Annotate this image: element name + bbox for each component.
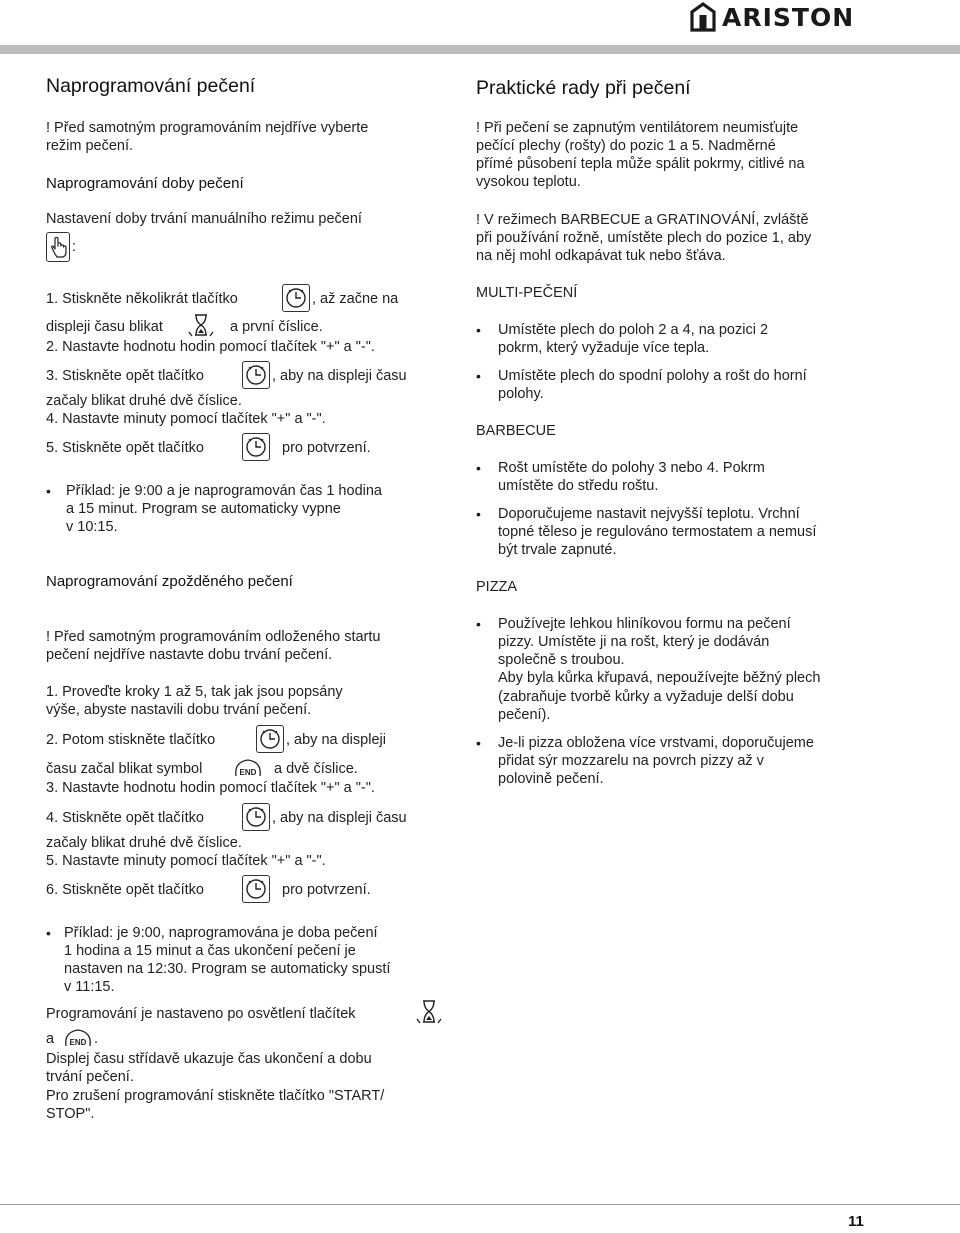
bbq-heading: BARBECUE (476, 423, 556, 439)
multi-tip2: Umístěte plech do spodní polohy a rošt do horní (498, 368, 807, 384)
tip1-text-4: vysokou teplotu. (476, 174, 581, 190)
bullet: • (46, 483, 51, 499)
clock-icon (243, 434, 269, 460)
multi-heading: MULTI-PEČENÍ (476, 285, 578, 301)
end-label: END (239, 768, 257, 777)
intro-text: ! Před samotným programováním nejdříve vyberte (46, 120, 369, 136)
delayed-step1-2: výše, abyste nastavili dobu trvání pečení. (46, 702, 312, 718)
clock-icon (283, 285, 309, 311)
clock-button[interactable] (242, 433, 270, 461)
tip1-text: ! Při pečení se zapnutým ventilátorem neumisťujte (476, 120, 799, 136)
bullet: • (476, 616, 481, 632)
pizza-tip2-2: přidat sýr mozzarelu na povrch pizzy až v (498, 753, 764, 769)
clock-button[interactable] (242, 361, 270, 389)
section-title: Naprogramování pečení (46, 75, 256, 97)
delayed-step2: 2. Potom stiskněte tlačítko (46, 732, 216, 748)
programmed-text-2: a (46, 1031, 55, 1047)
end-symbol-icon (230, 754, 266, 780)
example2-text: Příklad: je 9:00, naprogramována je doba pečení (64, 925, 378, 941)
bbq-tip2-2: topné těleso je regulováno termostatem a nemusí (498, 524, 817, 540)
delayed-step4: 4. Stiskněte opět tlačítko (46, 810, 204, 826)
tip2-text-3: na něj mohl odkapávat tuk nebo šťáva. (476, 248, 726, 264)
bullet: • (476, 460, 481, 476)
bbq-tip2: Doporučujeme nastavit nejvyšší teplotu. Vrchní (498, 506, 800, 522)
multi-tip1: Umístěte plech do poloh 2 a 4, na pozici 2 (498, 322, 769, 338)
step2-text: 2. Nastavte hodnotu hodin pomocí tlačítek "+" a "-". (46, 339, 375, 355)
hourglass-icon (414, 998, 444, 1026)
bbq-tip2-3: být trvale zapnuté. (498, 542, 617, 558)
delayed-step2-d: a dvě číslice. (274, 761, 358, 777)
colon-text: : (72, 239, 77, 255)
step4-text: 4. Nastavte minuty pomocí tlačítek "+" a "-". (46, 411, 326, 427)
delayed-step4-b: , aby na displeji času (272, 810, 407, 826)
step1-text: 1. Stiskněte několikrát tlačítko (46, 291, 238, 307)
example1-text-3: v 10:15. (66, 519, 118, 535)
end-symbol-icon (60, 1024, 99, 1050)
clock-button[interactable] (256, 725, 284, 753)
delayed-note: ! Před samotným programováním odloženého startu (46, 629, 381, 645)
bullet: • (46, 925, 51, 941)
example2-text-2: 1 hodina a 15 minut a čas ukončení pečení je (64, 943, 356, 959)
header-bar (0, 45, 960, 54)
pizza-tip1: Používejte lehkou hliníkovou formu na pečení (498, 616, 791, 632)
bullet: • (476, 322, 481, 338)
step5-text-b: pro potvrzení. (282, 440, 371, 456)
pizza-tip2: Je-li pizza obložena více vrstvami, doporučujeme (498, 735, 814, 751)
display-text-2: trvání pečení. (46, 1069, 134, 1085)
clock-button[interactable] (282, 284, 310, 312)
bbq-tip1: Rošt umístěte do polohy 3 nebo 4. Pokrm (498, 460, 765, 476)
delayed-step4-c: začaly blikat druhé dvě číslice. (46, 835, 242, 851)
example2-text-4: v 11:15. (64, 979, 115, 995)
display-text: Displej času střídavě ukazuje čas ukončení a dobu (46, 1051, 372, 1067)
delayed-note-2: pečení nejdříve nastavte dobu trvání pečení. (46, 647, 333, 663)
hourglass-icon (186, 312, 216, 338)
pizza-heading: PIZZA (476, 579, 518, 595)
house-logo-icon (690, 2, 716, 32)
step1-text-b: , až začne na (312, 291, 399, 307)
tip2-text: ! V režimech BARBECUE a GRATINOVÁNÍ, zvláště (476, 212, 809, 228)
programmed-text-3: . (94, 1031, 99, 1047)
delayed-step2-c: času začal blikat symbol (46, 761, 203, 777)
subtitle-duration: Naprogramování doby pečení (46, 175, 244, 192)
example1-text: Příklad: je 9:00 a je naprogramován čas 1 hodina (66, 483, 382, 499)
cancel-text-2: STOP". (46, 1106, 95, 1122)
tip1-text-3: přímé působení tepla může spálit pokrmy, citlivé na (476, 156, 805, 172)
delayed-step5: 5. Nastavte minuty pomocí tlačítek "+" a "-". (46, 853, 326, 869)
step3-text-b: , aby na displeji času (272, 368, 407, 384)
tip2-text-2: při používání rožně, umístěte plech do pozice 1, aby (476, 230, 812, 246)
pizza-tip2-3: polovině pečení. (498, 771, 604, 787)
page-number: 11 (848, 1213, 864, 1230)
step1-text-d: a první číslice. (230, 319, 323, 335)
tips-title: Praktické rady při pečení (476, 77, 691, 99)
pizza-tip1-3: společně s troubou. (498, 652, 625, 668)
clock-icon (243, 362, 269, 388)
clock-icon (243, 876, 269, 902)
pizza-tip1-5: (zabraňuje tvorbě kůrky a vyžaduje delší dobu (498, 689, 794, 705)
subtitle-delayed: Naprogramování zpožděného pečení (46, 573, 293, 590)
example1-text-2: a 15 minut. Program se automaticky vypne (66, 501, 341, 517)
manual-mode-button[interactable] (46, 232, 70, 262)
brand-logo (690, 0, 854, 34)
bullet: • (476, 506, 481, 522)
clock-button[interactable] (242, 875, 270, 903)
clock-button[interactable] (242, 803, 270, 831)
step3-text: 3. Stiskněte opět tlačítko (46, 368, 204, 384)
programmed-text: Programování je nastaveno po osvětlení tlačítek (46, 1006, 356, 1022)
bbq-tip1-2: umístěte do středu roštu. (498, 478, 659, 494)
tip1-text-2: pečící plechy (rošty) do pozic 1 a 5. Nadměrné (476, 138, 776, 154)
manual-text: Nastavení doby trvání manuálního režimu pečení (46, 211, 362, 227)
footer-divider (0, 1204, 960, 1205)
multi-tip2-2: polohy. (498, 386, 544, 402)
bullet: • (476, 368, 481, 384)
delayed-step1: 1. Proveďte kroky 1 až 5, tak jak jsou popsány (46, 684, 343, 700)
intro-text-2: režim pečení. (46, 138, 134, 154)
clock-icon (243, 804, 269, 830)
pizza-tip1-4: Aby byla kůrka křupavá, nepoužívejte běžný plech (498, 670, 821, 686)
delayed-step6: 6. Stiskněte opět tlačítko (46, 882, 204, 898)
brand-name: ARISTON (722, 2, 855, 32)
multi-tip1-2: pokrm, který vyžaduje více tepla. (498, 340, 710, 356)
end-label: END (69, 1038, 87, 1047)
step3-text-c: začaly blikat druhé dvě číslice. (46, 393, 242, 409)
delayed-step6-b: pro potvrzení. (282, 882, 371, 898)
step1-text-c: displeji času blikat (46, 319, 163, 335)
bullet: • (476, 735, 481, 751)
clock-icon (257, 726, 283, 752)
example2-text-3: nastaven na 12:30. Program se automaticky spustí (64, 961, 391, 977)
cancel-text: Pro zrušení programování stiskněte tlačítko "START/ (46, 1088, 385, 1104)
hand-icon (47, 233, 69, 261)
delayed-step2-b: , aby na displeji (286, 732, 386, 748)
pizza-tip1-2: pizzy. Umístěte ji na rošt, který je dodáván (498, 634, 770, 650)
pizza-tip1-6: pečení). (498, 707, 551, 723)
delayed-step3: 3. Nastavte hodnotu hodin pomocí tlačítek "+" a "-". (46, 780, 375, 796)
step5-text: 5. Stiskněte opět tlačítko (46, 440, 204, 456)
